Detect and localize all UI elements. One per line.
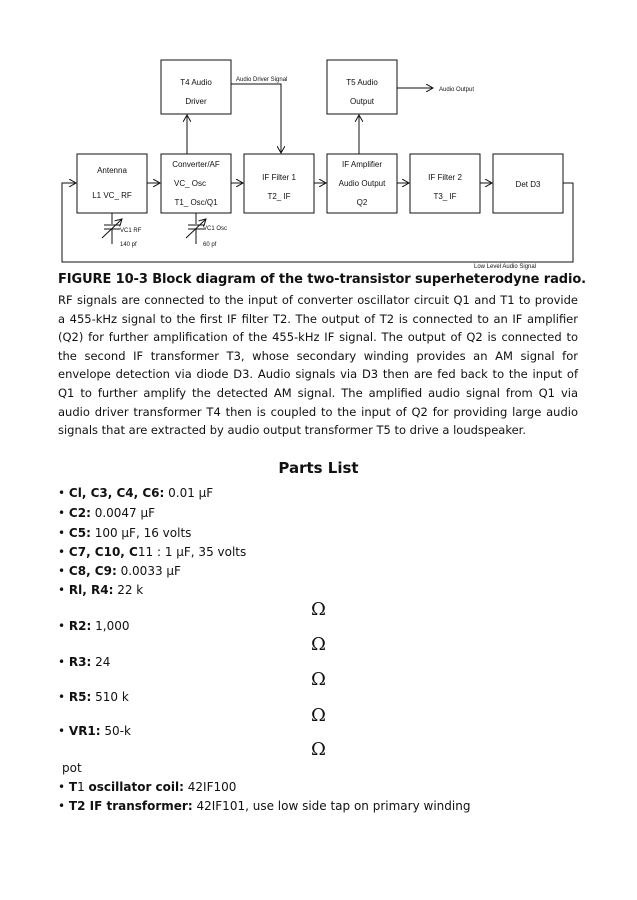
block-antenna bbox=[77, 154, 147, 213]
t4-line2: Driver bbox=[185, 97, 207, 106]
audio-output-label: Audio Output bbox=[439, 87, 475, 93]
block-diagram bbox=[0, 0, 637, 270]
ohm-symbol: Ω bbox=[311, 669, 326, 690]
vc1-osc-value: 60 pf bbox=[203, 242, 217, 248]
part-item: • VR1: 50-k bbox=[58, 724, 131, 738]
vc1-rf-value: 140 pf bbox=[120, 242, 137, 248]
antenna-line2: L1 VC_ RF bbox=[92, 191, 132, 200]
part-item: • R2: 1,000 bbox=[58, 619, 130, 633]
part-item: • Cl, C3, C4, C6: 0.01 µF bbox=[58, 486, 214, 500]
ohm-symbol: Ω bbox=[311, 599, 326, 620]
part-item: • Rl, R4: 22 k bbox=[58, 583, 144, 597]
ifamp-line1: IF Amplifier bbox=[341, 160, 383, 169]
low-level-audio-label: Low Level Audio Signal bbox=[474, 264, 537, 270]
if2-line2: T3_ IF bbox=[433, 192, 457, 201]
block-if-filter-1 bbox=[244, 154, 314, 213]
if1-line2: T2_ IF bbox=[267, 192, 291, 201]
part-item: • T2 IF transformer: 42IF101, use low side tap on primary winding bbox=[58, 799, 471, 813]
audio-driver-signal-label: Audio Driver Signal bbox=[236, 77, 288, 83]
if2-line1: IF Filter 2 bbox=[428, 173, 462, 182]
vc1-osc-label: VC1 Osc bbox=[203, 226, 228, 232]
ohm-symbol: Ω bbox=[311, 705, 326, 726]
ohm-symbol: Ω bbox=[311, 634, 326, 655]
if1-line1: IF Filter 1 bbox=[262, 173, 296, 182]
t5-line2: Output bbox=[349, 97, 375, 106]
part-item: • C7, C10, C11 : 1 µF, 35 volts bbox=[58, 545, 247, 559]
antenna-line1: Antenna bbox=[97, 166, 127, 175]
part-item: • C8, C9: 0.0033 µF bbox=[58, 564, 181, 578]
t5-line1: T5 Audio bbox=[346, 78, 378, 87]
vc1-rf-label: VC1 RF bbox=[120, 228, 142, 234]
converter-line1: Converter/AF bbox=[172, 160, 220, 169]
parts-list-title: Parts List bbox=[278, 459, 359, 477]
converter-line2: VC_ Osc bbox=[173, 179, 207, 188]
ifamp-line3: Q2 bbox=[356, 198, 368, 207]
part-item: • R5: 510 k bbox=[58, 690, 129, 704]
part-item: • C5: 100 µF, 16 volts bbox=[58, 526, 192, 540]
det-line1: Det D3 bbox=[515, 180, 541, 189]
block-if-filter-2 bbox=[410, 154, 480, 213]
figure-caption: FIGURE 10-3 Block diagram of the two-transistor superheterodyne radio. bbox=[58, 272, 586, 287]
figure-description: RF signals are connected to the input of converter oscillator circuit Q1 and T1 to provide a 455-kHz signal to the first IF filter T2. The output of T2 is connected to an IF amplifier (Q2) for further amplification of the 455-kHz IF signal. The output of Q2 is connected to the second IF transformer T3, whose secondary winding provides an AM signal for envelope detection via diode D3. Audio signals via D3 then are fed back to the input of Q1 to further amplify the detected AM signal. The amplified audio signal from Q1 via audio driver transformer T4 then is coupled to the input of Q2 for providing large audio signals that are extracted by audio output transformer T5 to drive a loudspeaker. bbox=[58, 293, 578, 438]
part-item: • T1 oscillator coil: 42IF100 bbox=[58, 780, 237, 794]
ifamp-line2: Audio Output bbox=[338, 179, 386, 188]
part-item: • C2: 0.0047 µF bbox=[58, 506, 156, 520]
pot-text: pot bbox=[62, 761, 82, 775]
converter-line3: T1_ Osc/Q1 bbox=[174, 198, 218, 207]
ohm-symbol: Ω bbox=[311, 739, 326, 760]
part-item: • R3: 24 bbox=[58, 655, 111, 669]
t4-line1: T4 Audio bbox=[180, 78, 212, 87]
